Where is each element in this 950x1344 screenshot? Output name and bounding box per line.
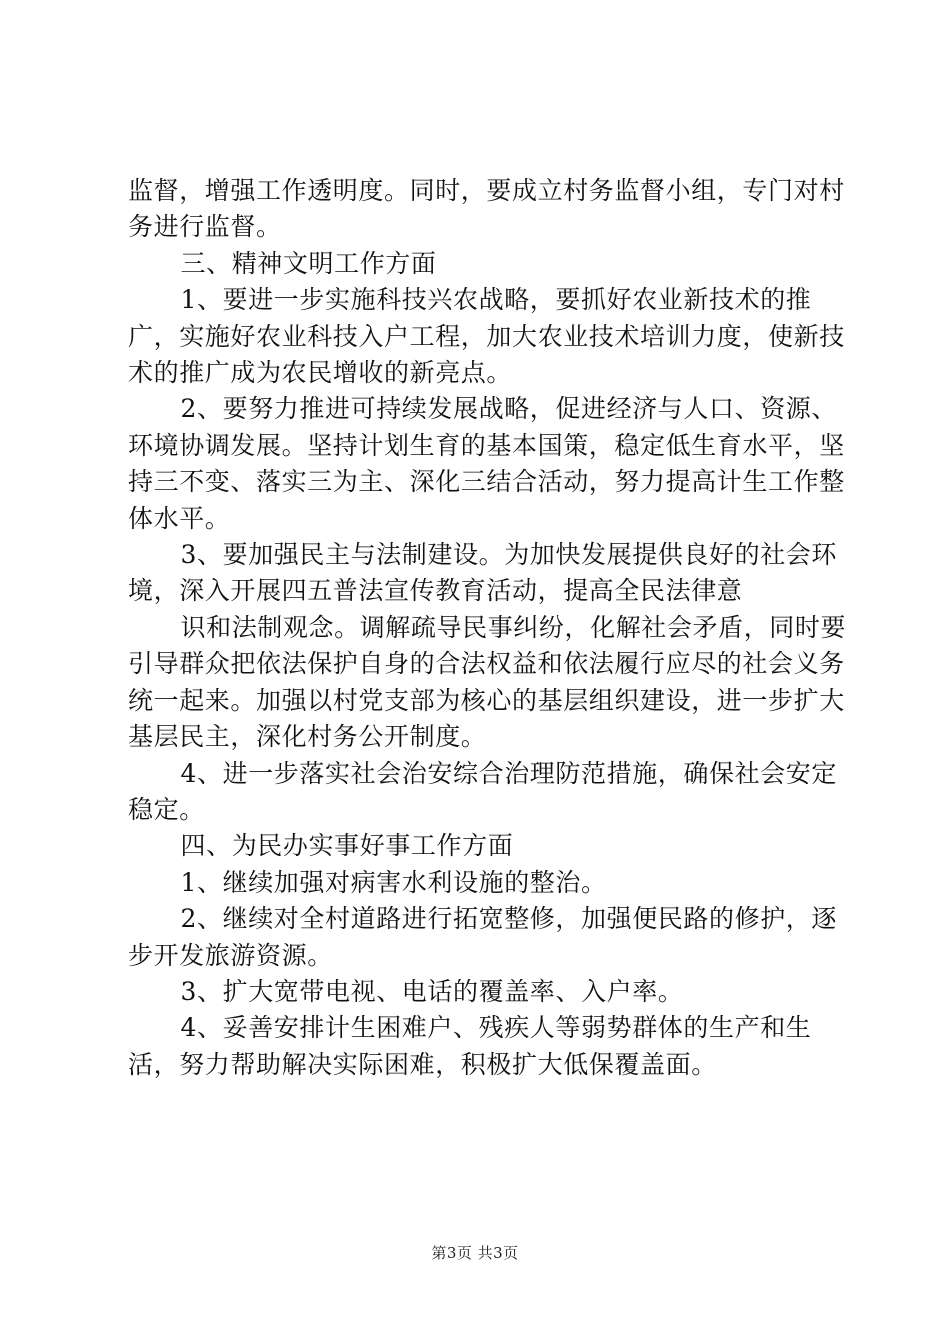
paragraph-broadband: 3、扩大宽带电视、电话的覆盖率、入户率。 [180, 976, 684, 1006]
paragraph-supervision: 监督，增强工作透明度。同时，要成立村务监督小组，专门对村务进行监督。 [128, 176, 845, 242]
paragraph-legal-continued: 识和法制观念。调解疏导民事纠纷，化解社会矛盾，同时要引导群众把依法保护自身的合法权益和依法履行应尽的社会义务统一起来。加强以村党支部为核心的基层组织建设，进一步扩大基层民主，深化村务公开制度。 [128, 612, 847, 752]
paragraph-roads: 2、继续对全村道路进行拓宽整修，加强便民路的修护，逐步开发旅游资源。 [128, 904, 838, 970]
heading-practical-affairs: 四、为民办实事好事工作方面 [180, 831, 514, 861]
page-footer: 第3页 共3页 [431, 1244, 519, 1262]
document-body [128, 173, 848, 1083]
paragraph-tech-agriculture: 1、要进一步实施科技兴农战略，要抓好农业新技术的推广，实施好农业科技入户工程，加大农业技术培训力度，使新技术的推广成为农民增收的新亮点。 [128, 285, 845, 388]
paragraph-sustainable-development: 2、要努力推进可持续发展战略，促进经济与人口、资源、环境协调发展。坚持计划生育的基本国策，稳定低生育水平，坚持三不变、落实三为主、深化三结合活动，努力提高计生工作整体水平。 [128, 394, 845, 533]
heading-spiritual-civilization: 三、精神文明工作方面 [180, 248, 437, 278]
paragraph-democracy-legal: 3、要加强民主与法制建设。为加快发展提供良好的社会环境，深入开展四五普法宣传教育活动，提高全民法律意 [128, 540, 838, 606]
paragraph-water-facilities: 1、继续加强对病害水利设施的整治。 [180, 867, 607, 897]
paragraph-vulnerable-groups: 4、妥善安排计生困难户、残疾人等弱势群体的生产和生活，努力帮助解决实际困难，积极扩大低保覆盖面。 [128, 1013, 812, 1079]
paragraph-public-security: 4、进一步落实社会治安综合治理防范措施，确保社会安定稳定。 [128, 758, 838, 824]
